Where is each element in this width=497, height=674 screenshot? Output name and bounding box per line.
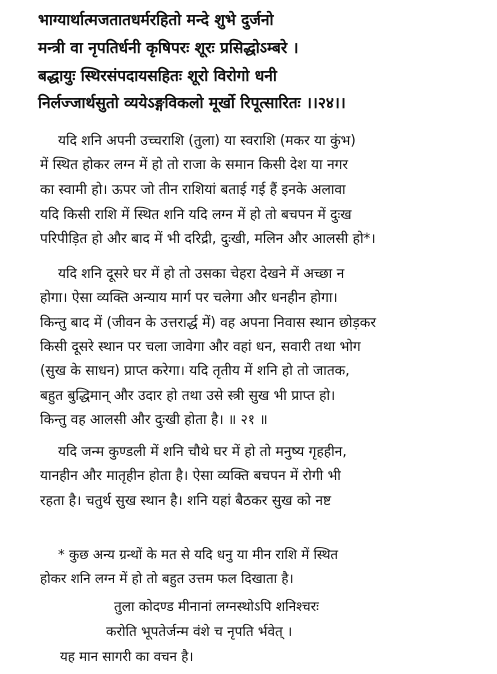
paragraph-line: परिपीड़ित हो और बाद में भी दरिद्री, दुःखी, मलिन और आलसी हो*।	[40, 231, 376, 247]
paragraph-line: किसी दूसरे स्थान पर चला जावेगा और वहां धन, सवारी तथा भोग	[40, 339, 361, 355]
paragraph-line: का स्वामी हो। ऊपर जो तीन राशियां बताई गई हैं इनके अलावा	[40, 182, 346, 198]
paragraph-line: में स्थित होकर लग्न में हो तो राजा के समान किसी देश या नगर	[40, 157, 349, 173]
shloka-line: तुला कोदण्ड मीनानां लग्नस्थोऽपि शनिश्चरः	[114, 599, 319, 615]
paragraph-line: यानहीन और मातृहीन होता है। ऐसा व्यक्ति बचपन में रोगी भी	[40, 468, 341, 484]
paragraph-line: यदि किसी राशि में स्थित शनि यदि लग्न में हो तो बचपन में दुःख	[40, 207, 352, 223]
paragraph-line: यदि जन्म कुण्डली में शनि चौथे घर में हो तो मनुष्य गृहहीन,	[58, 444, 347, 460]
verse-line: निर्लज्जार्थसुतो व्ययेऽङ्गविकलो मूर्खो रिपूत्सारितः ।।२४।।	[38, 93, 346, 112]
verse-line: भाग्यार्थात्मजतातधर्मरहितो मन्दे शुभे दुर्जनो	[38, 10, 274, 29]
shloka-line: करोति भूपतेर्जन्म वंशे च नृपति र्भवेत् ।	[106, 624, 293, 640]
paragraph-line: (सुख के साधन) प्राप्त करेगा। यदि तृतीय में शनि हो तो जातक,	[40, 363, 350, 379]
footnote-line: होकर शनि लग्न में हो तो बहुत उत्तम फल दिखाता है।	[40, 572, 294, 587]
verse-line: बद्धायुः स्थिरसंपदायसहितः शूरो विरोगो धनी	[38, 66, 277, 85]
paragraph-line: यदि शनि दूसरे घर में हो तो उसका चेहरा देखने में अच्छा न	[58, 266, 345, 282]
paragraph-line: होगा। ऐसा व्यक्ति अन्याय मार्ग पर चलेगा और धनहीन होगा।	[40, 290, 338, 306]
closing-line: यह मान सागरी का वचन है।	[60, 650, 194, 665]
footnote-line: * कुछ अन्य ग्रन्थों के मत से यदि धनु या मीन राशि में स्थित	[58, 548, 339, 563]
verse-line: मन्त्री वा नृपतिर्धनी कृषिपरः शूरः प्रसिद्धोऽम्बरे ।	[38, 38, 299, 57]
paragraph-line: यदि शनि अपनी उच्चराशि (तुला) या स्वराशि (मकर या कुंभ)	[58, 133, 356, 149]
paragraph-line: किन्तु बाद में (जीवन के उत्तरार्द्ध में) वह अपना निवास स्थान छोड़कर	[40, 315, 377, 331]
paragraph-line: बहुत बुद्धिमान् और उदार हो तथा उसे स्त्री सुख भी प्राप्त हो।	[40, 388, 336, 404]
paragraph-line: रहता है। चतुर्थ सुख स्थान है। शनि यहां बैठकर सुख को नष्ट	[40, 493, 332, 509]
paragraph-line: किन्तु वह आलसी और दुःखी होता है। ॥ २१ ॥	[40, 412, 268, 428]
